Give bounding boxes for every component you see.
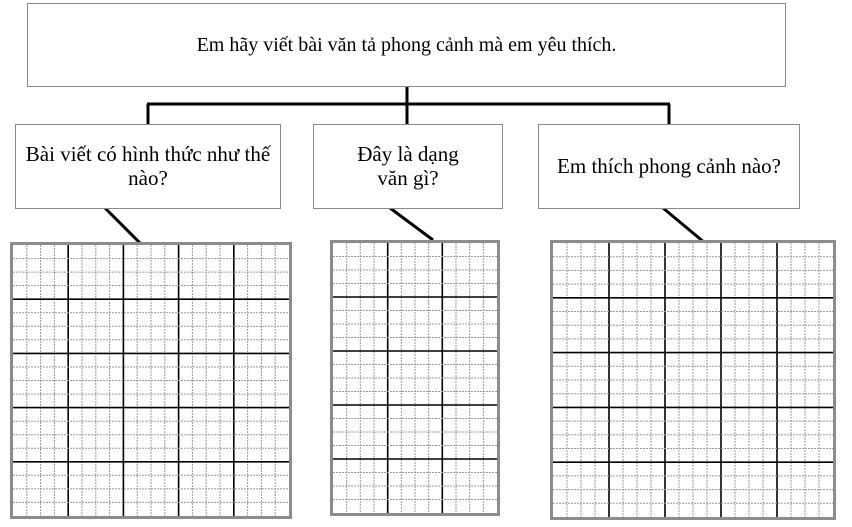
answer-grid-form[interactable] bbox=[10, 242, 292, 519]
grid-lines bbox=[13, 245, 289, 516]
prompt-text: Em hãy viết bài văn tả phong cảnh mà em yêu thích. bbox=[196, 33, 617, 56]
answer-grid-scenery[interactable] bbox=[550, 240, 836, 520]
pointer-line-3 bbox=[663, 208, 705, 243]
question-text-scenery: Em thích phong cảnh nào? bbox=[557, 153, 781, 178]
question-box-scenery bbox=[538, 124, 800, 209]
pointer-line-1 bbox=[105, 208, 140, 243]
question-box-form bbox=[15, 124, 281, 209]
grid-lines bbox=[333, 243, 497, 513]
pointer-line-2 bbox=[390, 208, 433, 240]
prompt-box bbox=[27, 3, 786, 87]
question-text-genre: Đây là dạng văn gì? bbox=[357, 141, 459, 190]
answer-grid-genre[interactable] bbox=[330, 240, 500, 516]
question-text-form: Bài viết có hình thức như thế nào? bbox=[25, 141, 271, 190]
question-box-genre bbox=[313, 124, 503, 209]
grid-lines bbox=[553, 243, 833, 517]
